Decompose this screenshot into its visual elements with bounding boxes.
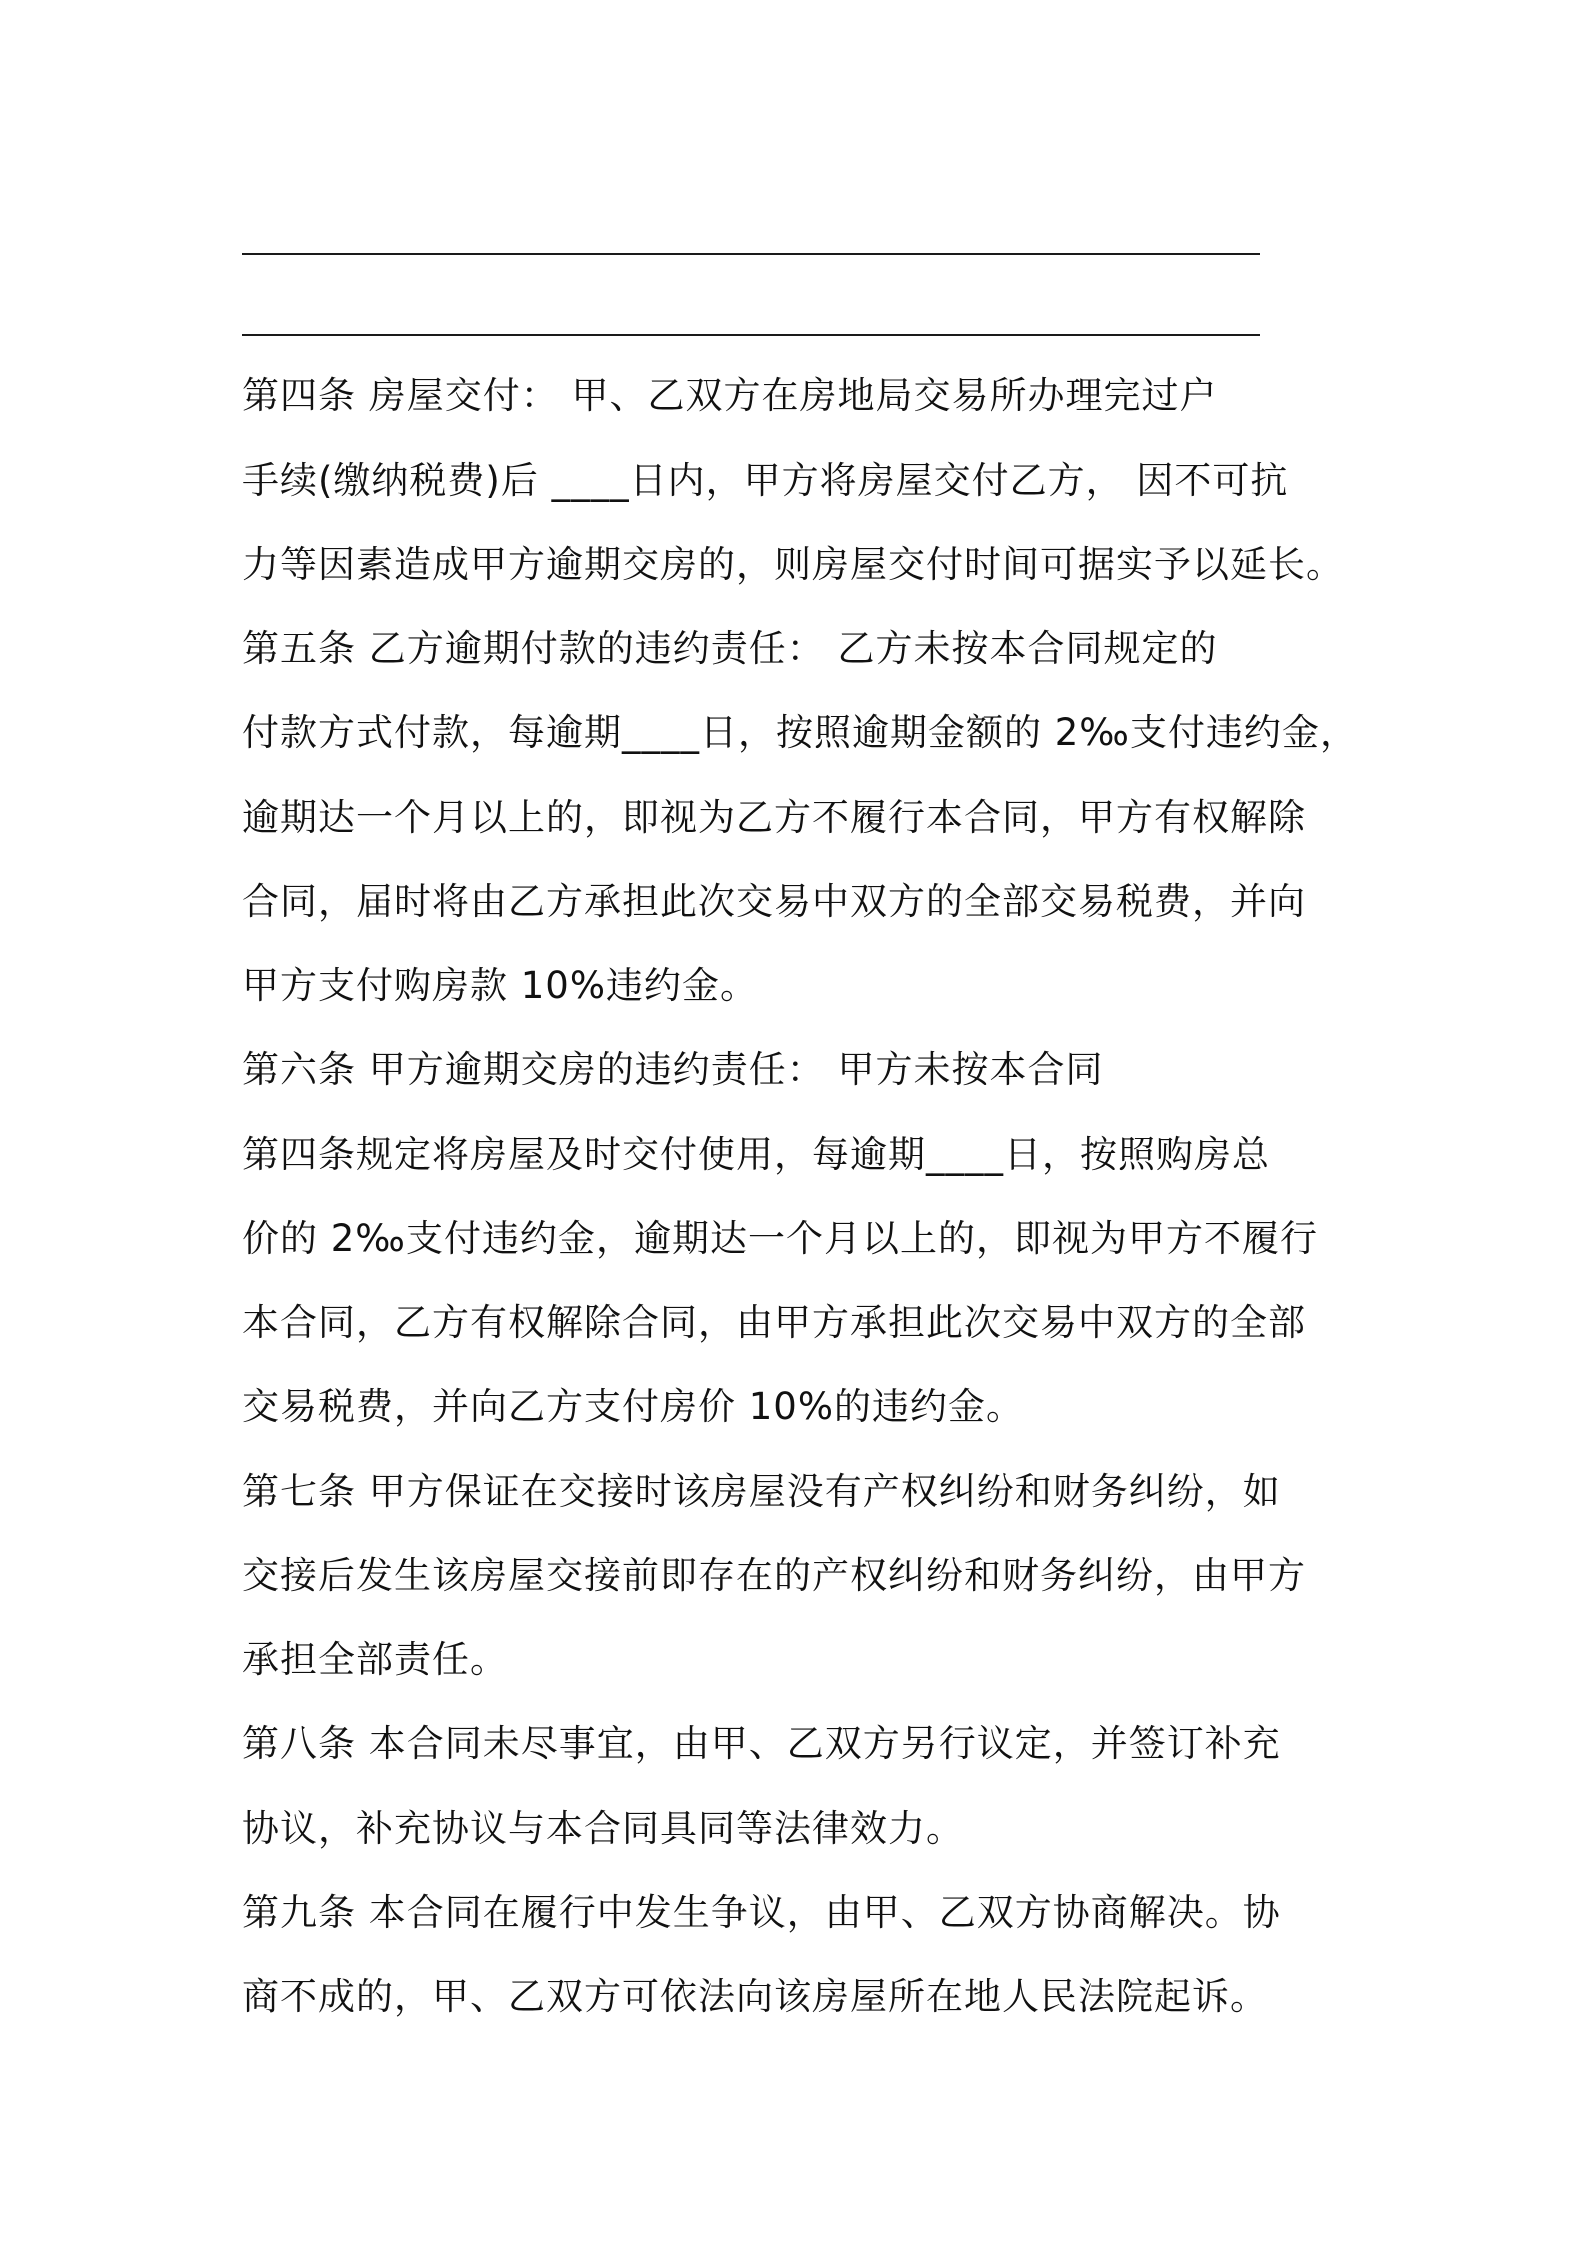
article-9-line-1: 第九条 本合同在履行中发生争议，由甲、乙双方协商解决。协 <box>242 1891 1281 1934</box>
article-7-line-2: 交接后发生该房屋交接前即存在的产权纠纷和财务纠纷，由甲方 <box>242 1554 1306 1597</box>
article-4-line-2: 手续(缴纳税费)后 ____日内，甲方将房屋交付乙方， 因不可抗 <box>242 459 1289 502</box>
article-7-line-1: 第七条 甲方保证在交接时该房屋没有产权纠纷和财务纠纷，如 <box>242 1470 1281 1513</box>
blank-fill-line <box>242 253 1260 255</box>
article-5-line-5: 甲方支付购房款 10%违约金。 <box>242 964 758 1007</box>
article-5-line-2: 付款方式付款，每逾期____日，按照逾期金额的 2‰支付违约金， <box>242 711 1358 754</box>
article-6-line-2: 第四条规定将房屋及时交付使用，每逾期____日，按照购房总 <box>242 1133 1270 1176</box>
article-6-line-5: 交易税费，并向乙方支付房价 10%的违约金。 <box>242 1385 1024 1428</box>
article-5-line-4: 合同，届时将由乙方承担此次交易中双方的全部交易税费，并向 <box>242 880 1306 923</box>
article-6-line-3: 价的 2‰支付违约金，逾期达一个月以上的，即视为甲方不履行 <box>242 1217 1318 1260</box>
article-5-line-3: 逾期达一个月以上的，即视为乙方不履行本合同，甲方有权解除 <box>242 796 1306 839</box>
article-4-line-1: 第四条 房屋交付： 甲、乙双方在房地局交易所办理完过户 <box>242 374 1218 417</box>
blank-fill-line <box>242 334 1260 336</box>
article-8-line-2: 协议，补充协议与本合同具同等法律效力。 <box>242 1807 964 1850</box>
article-5-line-1: 第五条 乙方逾期付款的违约责任： 乙方未按本合同规定的 <box>242 627 1218 670</box>
article-4-line-3: 力等因素造成甲方逾期交房的，则房屋交付时间可据实予以延长。 <box>242 543 1344 586</box>
article-7-line-3: 承担全部责任。 <box>242 1638 508 1681</box>
article-8-line-1: 第八条 本合同未尽事宜，由甲、乙双方另行议定，并签订补充 <box>242 1722 1281 1765</box>
article-6-line-4: 本合同，乙方有权解除合同，由甲方承担此次交易中双方的全部 <box>242 1301 1306 1344</box>
article-9-line-2: 商不成的，甲、乙双方可依法向该房屋所在地人民法院起诉。 <box>242 1975 1268 2018</box>
article-6-line-1: 第六条 甲方逾期交房的违约责任： 甲方未按本合同 <box>242 1048 1104 1091</box>
